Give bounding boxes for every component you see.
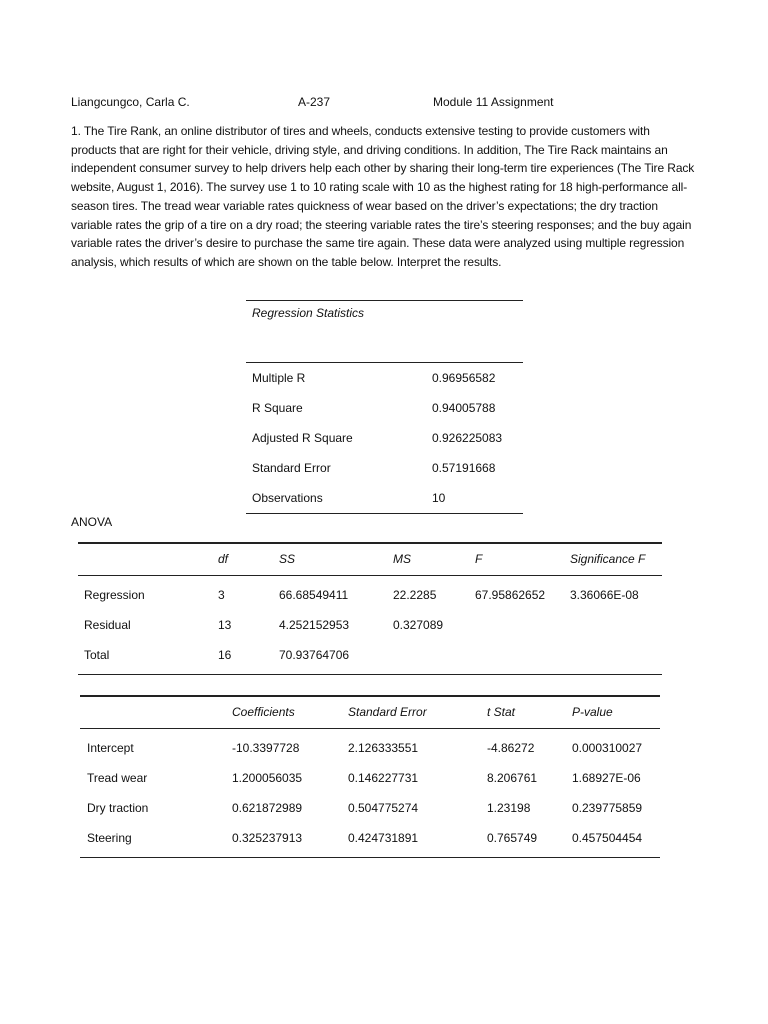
table-header-row <box>80 696 660 729</box>
table-cell: 1.68927E-06 <box>572 770 641 785</box>
column-header: SS <box>279 543 393 576</box>
student-name: Liangcungco, Carla C. <box>71 95 190 109</box>
stat-value: 0.926225083 <box>432 430 503 445</box>
table-cell: 0.621872989 <box>232 800 303 815</box>
column-header: P-value <box>572 696 660 729</box>
table-header-row <box>78 543 662 576</box>
table-cell: 1.200056035 <box>232 770 303 785</box>
table-cell: 2.126333551 <box>348 740 419 755</box>
table-cell: 16 <box>218 647 232 662</box>
document-header <box>71 93 691 111</box>
stat-label: Observations <box>252 490 323 505</box>
column-header: F <box>475 543 570 576</box>
table-cell: 1.23198 <box>487 800 531 815</box>
stat-value: 0.96956582 <box>432 370 496 385</box>
anova-label: ANOVA <box>71 515 113 529</box>
table-cell: 0.000310027 <box>572 740 643 755</box>
stat-label: Adjusted R Square <box>252 430 353 445</box>
regression-statistics-table <box>246 300 523 514</box>
column-header <box>80 696 232 729</box>
table-cell <box>475 640 570 675</box>
table-cell: 0.424731891 <box>348 830 419 845</box>
coefficients-table <box>80 695 660 858</box>
table-cell <box>570 640 662 675</box>
table-row <box>246 363 523 394</box>
section-code: A-237 <box>298 95 331 109</box>
table-cell: 4.252152953 <box>279 617 350 632</box>
table-cell: Tread wear <box>87 770 148 785</box>
table-cell: 3 <box>218 587 225 602</box>
table-cell: 22.2285 <box>393 587 437 602</box>
column-header: t Stat <box>487 696 572 729</box>
table-cell: 66.68549411 <box>279 587 349 602</box>
anova-table <box>78 542 662 675</box>
table-cell: 3.36066E-08 <box>570 587 639 602</box>
column-header: df <box>218 543 279 576</box>
table-row <box>246 453 523 483</box>
table-cell: 70.93764706 <box>279 647 350 662</box>
table-cell: 0.146227731 <box>348 770 419 785</box>
stat-value: 0.57191668 <box>432 460 496 475</box>
table-cell: Steering <box>87 830 132 845</box>
stat-label: Multiple R <box>252 370 306 385</box>
table-cell: 0.457504454 <box>572 830 643 845</box>
table-row <box>80 793 660 823</box>
stat-value: 10 <box>432 490 446 505</box>
column-header: MS <box>393 543 475 576</box>
table-cell: Residual <box>84 617 131 632</box>
stat-value: 0.94005788 <box>432 400 496 415</box>
table-cell: 0.327089 <box>393 617 444 632</box>
table-cell: 0.325237913 <box>232 830 303 845</box>
table-row <box>80 823 660 858</box>
table-cell: Regression <box>84 587 145 602</box>
table-cell <box>475 610 570 640</box>
table-row <box>78 576 662 611</box>
table-row <box>246 393 523 423</box>
table-row <box>246 423 523 453</box>
table-cell <box>393 640 475 675</box>
table-cell: Total <box>84 647 110 662</box>
assignment-title: Module 11 Assignment <box>433 95 554 109</box>
table-cell <box>570 610 662 640</box>
table-row <box>80 763 660 793</box>
table-cell: -4.86272 <box>487 740 535 755</box>
question-text: 1. The Tire Rank, an online distributor of tires and wheels, conducts extensive testing to provide customers with products that are right for their vehicle, driving style, and driving conditions. In addition, The Tire Rack maintains an independent consumer survey to help drivers help each other by sharing their long-term tire experiences (The Tire Rack website, August 1, 2016). The survey use 1 to 10 rating scale with 10 as the highest rating for 18 high-performance all-season tires. The tread wear variable rates quickness of wear based on the driver’s expectations; the dry traction variable rates the grip of a tire on a dry road; the steering variable rates the tire’s steering responses; and the buy again variable rates the driver’s desire to purchase the same tire again. These data were analyzed using multiple regression analysis, which results of which are shown on the table below. Interpret the results. <box>71 124 695 269</box>
regression-statistics-title: Regression Statistics <box>246 301 523 363</box>
table-cell: 13 <box>218 617 232 632</box>
table-row <box>80 729 660 764</box>
table-row <box>78 610 662 640</box>
table-cell: -10.3397728 <box>232 740 300 755</box>
stat-label: Standard Error <box>252 460 331 475</box>
column-header: Standard Error <box>348 696 487 729</box>
column-header: Coefficients <box>232 696 348 729</box>
table-cell: Intercept <box>87 740 134 755</box>
table-cell: Dry traction <box>87 800 149 815</box>
table-cell: 0.239775859 <box>572 800 643 815</box>
table-cell: 8.206761 <box>487 770 538 785</box>
column-header <box>78 543 218 576</box>
table-cell: 67.95862652 <box>475 587 546 602</box>
stat-label: R Square <box>252 400 303 415</box>
table-row <box>246 483 523 514</box>
table-row <box>78 640 662 675</box>
table-cell: 0.504775274 <box>348 800 419 815</box>
column-header: Significance F <box>570 543 662 576</box>
table-cell: 0.765749 <box>487 830 538 845</box>
